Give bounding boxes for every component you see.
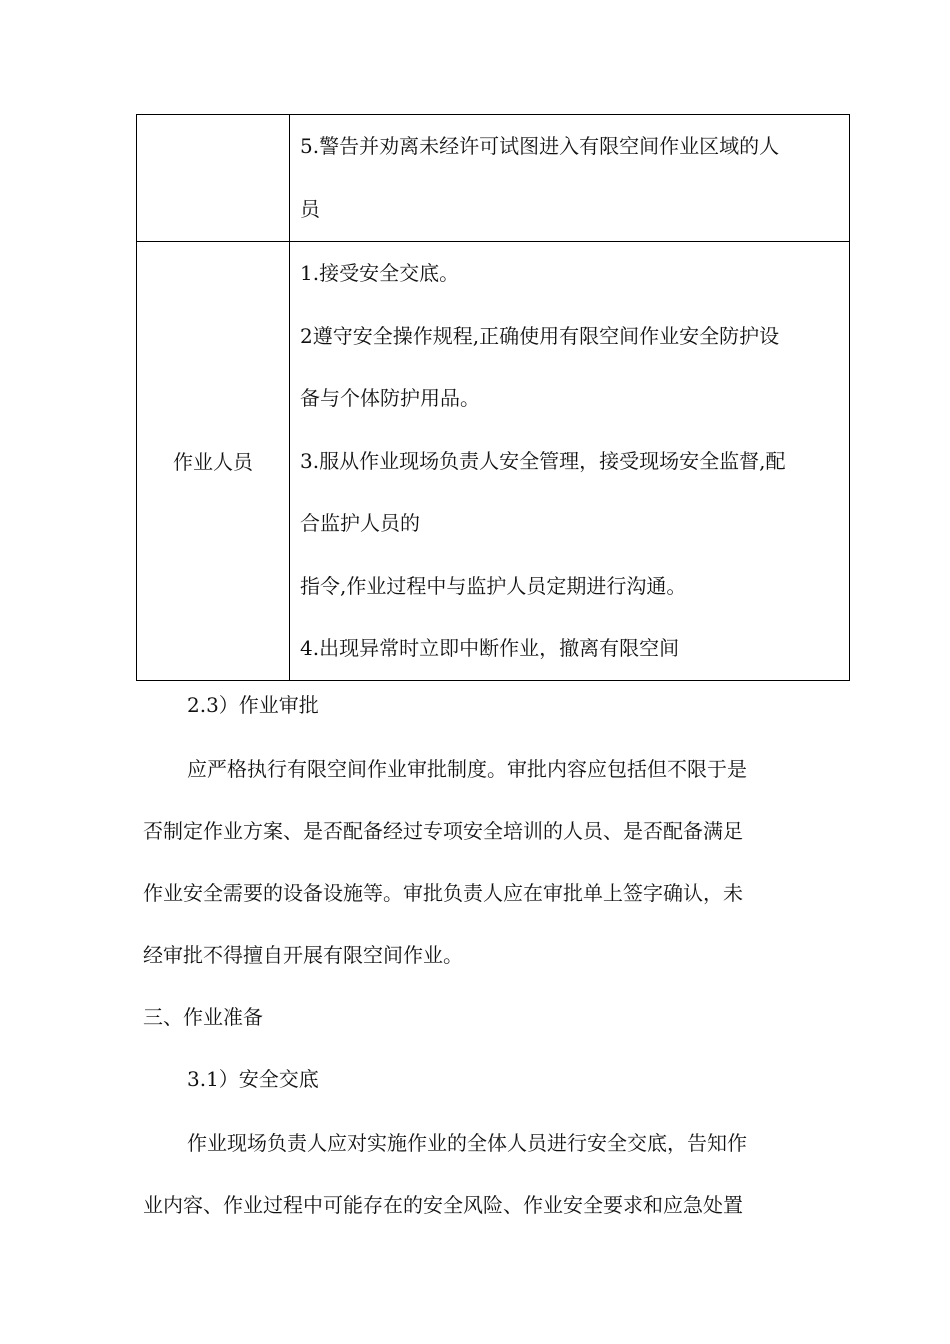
duty-line: 指令,作业过程中与监护人员定期进行沟通。: [300, 573, 687, 598]
responsibility-table: [136, 114, 850, 681]
table-row: [137, 242, 850, 681]
section-heading: 3.1）安全交底: [187, 1067, 319, 1091]
section-heading: 2.3）作业审批: [187, 693, 319, 717]
duty-line: 员: [300, 197, 320, 221]
table-row: [137, 115, 850, 242]
body-line: 否制定作业方案、是否配备经过专项安全培训的人员、是否配备满足: [143, 819, 743, 843]
role-cell: [137, 115, 290, 242]
role-cell: 作业人员: [137, 242, 290, 681]
section-3-1-heading: [143, 1048, 823, 1110]
section-3-1-body: [143, 1112, 823, 1236]
section-heading: 三、作业准备: [143, 1005, 263, 1029]
section-2-3-heading: [143, 674, 823, 736]
duty-line: 4.出现异常时立即中断作业，撤离有限空间: [300, 636, 680, 660]
duty-line: 5.警告并劝离未经许可试图进入有限空间作业区域的人: [300, 134, 780, 158]
body-line: 经审批不得擅自开展有限空间作业。: [143, 943, 463, 967]
body-line: 应严格执行有限空间作业审批制度。审批内容应包括但不限于是: [187, 757, 747, 781]
body-line: 作业安全需要的设备设施等。审批负责人应在审批单上签字确认，未: [143, 881, 743, 905]
section-2-3-body: [143, 738, 823, 986]
duty-line: 1.接受安全交底。: [300, 261, 460, 285]
duty-line: 合监护人员的: [300, 511, 420, 535]
duty-line: 备与个体防护用品。: [300, 386, 480, 410]
duty-cell: [290, 242, 850, 681]
duty-line: 2遵守安全操作规程,正确使用有限空间作业安全防护设: [300, 323, 780, 348]
section-3-heading: [143, 986, 823, 1048]
duty-line: 3.服从作业现场负责人安全管理，接受现场安全监督,配: [300, 448, 786, 473]
body-line: 作业现场负责人应对实施作业的全体人员进行安全交底，告知作: [187, 1131, 747, 1155]
duty-cell: [290, 115, 850, 242]
body-line: 业内容、作业过程中可能存在的安全风险、作业安全要求和应急处置: [143, 1193, 743, 1217]
